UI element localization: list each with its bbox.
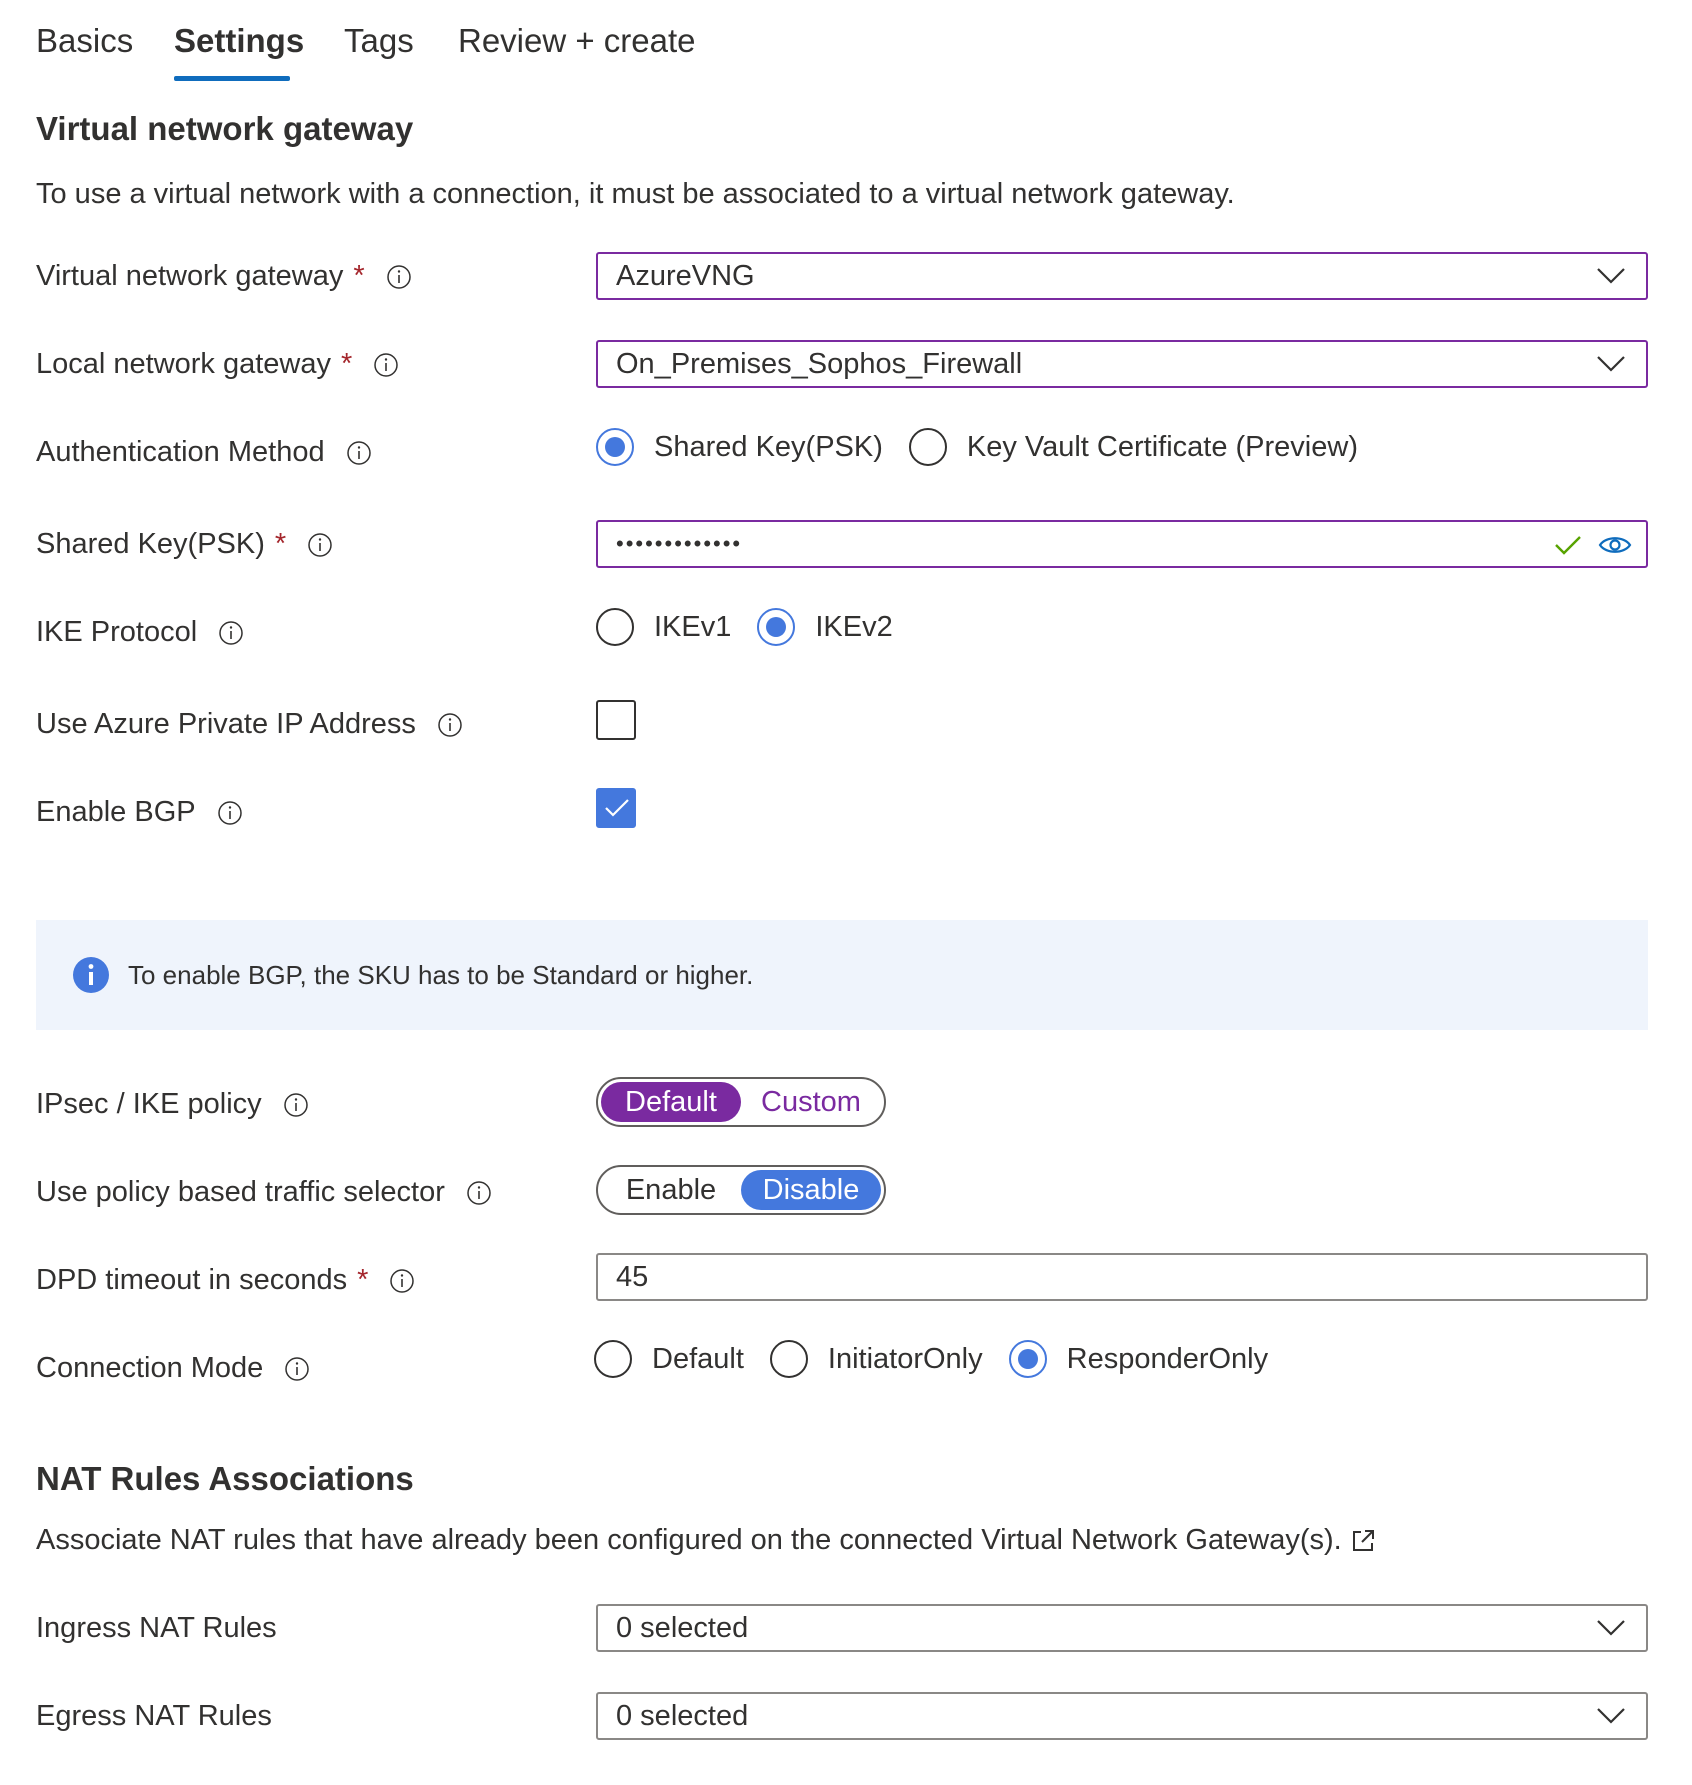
policy-selector-label-text: Use policy based traffic selector <box>36 1176 445 1208</box>
ingress-value: 0 selected <box>616 1611 749 1644</box>
ingress-label-text: Ingress NAT Rules <box>36 1612 277 1644</box>
radio-label: Shared Key(PSK) <box>654 430 883 463</box>
chevron-down-icon <box>1596 1616 1626 1640</box>
bgp-info-text: To enable BGP, the SKU has to be Standard or higher. <box>128 959 754 990</box>
policy-selector-enable[interactable]: Enable <box>625 1173 717 1206</box>
ike-radio-group <box>596 608 919 646</box>
info-icon[interactable] <box>219 621 243 645</box>
psk-label <box>36 528 332 561</box>
nat-description <box>36 1524 1376 1557</box>
policy-selector-label <box>36 1176 491 1209</box>
psk-value: ••••••••••••• <box>616 531 743 556</box>
policy-selector-toggle <box>596 1165 886 1215</box>
radio-checked[interactable] <box>1009 1340 1047 1378</box>
bgp-label-text: Enable BGP <box>36 796 196 828</box>
required-marker: * <box>274 528 287 560</box>
section-title: Virtual network gateway <box>36 110 414 147</box>
radio-unchecked[interactable] <box>770 1340 808 1378</box>
required-marker: * <box>357 1264 369 1296</box>
psk-input[interactable] <box>596 520 1648 568</box>
radio-label: IKEv1 <box>654 610 732 643</box>
vng-label <box>36 260 411 293</box>
private-ip-checkbox[interactable] <box>596 700 636 740</box>
ipsec-toggle <box>596 1077 886 1127</box>
info-icon[interactable] <box>285 1357 309 1381</box>
radio-checked[interactable] <box>757 608 795 646</box>
ipsec-label-text: IPsec / IKE policy <box>36 1088 262 1120</box>
info-icon[interactable] <box>374 353 398 377</box>
ingress-select[interactable] <box>596 1604 1648 1652</box>
info-filled-icon <box>72 956 110 994</box>
section-description: To use a virtual network with a connection, it must be associated to a virtual network gateway. <box>36 178 1235 210</box>
nat-section-title: NAT Rules Associations <box>36 1460 414 1497</box>
tab-review-create[interactable]: Review + create <box>458 22 696 59</box>
egress-label <box>36 1700 272 1733</box>
lng-label-text: Local network gateway <box>36 348 331 380</box>
info-icon[interactable] <box>218 801 242 825</box>
chevron-down-icon <box>1596 1704 1626 1728</box>
info-icon[interactable] <box>347 441 371 465</box>
ipsec-option-custom[interactable]: Custom <box>761 1085 861 1118</box>
info-icon[interactable] <box>467 1181 491 1205</box>
ike-label-text: IKE Protocol <box>36 616 198 648</box>
conn-mode-radio-group <box>594 1340 1294 1378</box>
ike-label <box>36 616 243 649</box>
lng-select[interactable] <box>596 340 1648 388</box>
dpd-input[interactable] <box>596 1253 1648 1301</box>
tab-basics[interactable]: Basics <box>36 22 134 59</box>
ipsec-label <box>36 1088 308 1121</box>
bgp-label <box>36 796 242 829</box>
checkmark-icon <box>1554 534 1582 556</box>
radio-unchecked[interactable] <box>596 608 634 646</box>
auth-label-text: Authentication Method <box>36 436 325 468</box>
bgp-checkbox[interactable] <box>596 788 636 828</box>
checkmark-icon <box>604 798 630 818</box>
lng-label <box>36 348 398 381</box>
tab-tags[interactable]: Tags <box>344 22 414 59</box>
vng-label-text: Virtual network gateway <box>36 260 344 292</box>
lng-value: On_Premises_Sophos_Firewall <box>616 347 1023 380</box>
radio-label: ResponderOnly <box>1066 1342 1269 1375</box>
nat-description-text: Associate NAT rules that have already been configured on the connected Virtual Network Gateway(s). <box>36 1524 1342 1556</box>
private-ip-label <box>36 708 462 741</box>
radio-label: IKEv2 <box>815 610 893 643</box>
conn-mode-label <box>36 1352 309 1385</box>
info-icon[interactable] <box>438 713 462 737</box>
radio-unchecked[interactable] <box>594 1340 632 1378</box>
radio-label: Default <box>652 1342 744 1375</box>
info-icon[interactable] <box>387 265 411 289</box>
info-icon[interactable] <box>308 533 332 557</box>
radio-checked[interactable] <box>596 428 634 466</box>
radio-unchecked[interactable] <box>909 428 947 466</box>
dpd-label <box>36 1264 414 1297</box>
psk-label-text: Shared Key(PSK) <box>36 528 265 560</box>
eye-icon[interactable] <box>1598 532 1632 558</box>
conn-mode-responder[interactable] <box>1009 1340 1269 1378</box>
external-link-icon[interactable] <box>1350 1528 1376 1554</box>
active-tab-indicator <box>174 76 290 81</box>
dpd-label-text: DPD timeout in seconds <box>36 1264 348 1296</box>
required-marker: * <box>353 260 365 292</box>
radio-label: Key Vault Certificate (Preview) <box>966 430 1358 463</box>
ike-option-v2[interactable] <box>757 608 892 646</box>
egress-label-text: Egress NAT Rules <box>36 1700 272 1732</box>
auth-radio-group <box>596 428 1384 466</box>
vng-value: AzureVNG <box>616 259 755 292</box>
required-marker: * <box>341 348 353 380</box>
auth-label <box>36 436 371 469</box>
chevron-down-icon <box>1596 264 1626 288</box>
policy-selector-disable[interactable]: Disable <box>741 1170 881 1210</box>
vng-select[interactable] <box>596 252 1648 300</box>
ingress-label <box>36 1612 277 1645</box>
egress-select[interactable] <box>596 1692 1648 1740</box>
private-ip-label-text: Use Azure Private IP Address <box>36 708 416 740</box>
bgp-info-bar <box>36 920 1648 1030</box>
auth-option-keyvault[interactable] <box>909 428 1358 466</box>
ike-option-v1[interactable] <box>596 608 731 646</box>
radio-label: InitiatorOnly <box>827 1342 983 1375</box>
conn-mode-initiator[interactable] <box>770 1340 983 1378</box>
ipsec-option-default[interactable]: Default <box>601 1082 741 1122</box>
info-icon[interactable] <box>390 1269 414 1293</box>
egress-value: 0 selected <box>616 1699 749 1732</box>
tab-settings[interactable]: Settings <box>174 22 305 59</box>
chevron-down-icon <box>1596 352 1626 376</box>
conn-mode-default[interactable] <box>594 1340 744 1378</box>
conn-mode-label-text: Connection Mode <box>36 1352 264 1384</box>
dpd-value: 45 <box>616 1260 649 1293</box>
auth-option-psk[interactable] <box>596 428 883 466</box>
info-icon[interactable] <box>284 1093 308 1117</box>
